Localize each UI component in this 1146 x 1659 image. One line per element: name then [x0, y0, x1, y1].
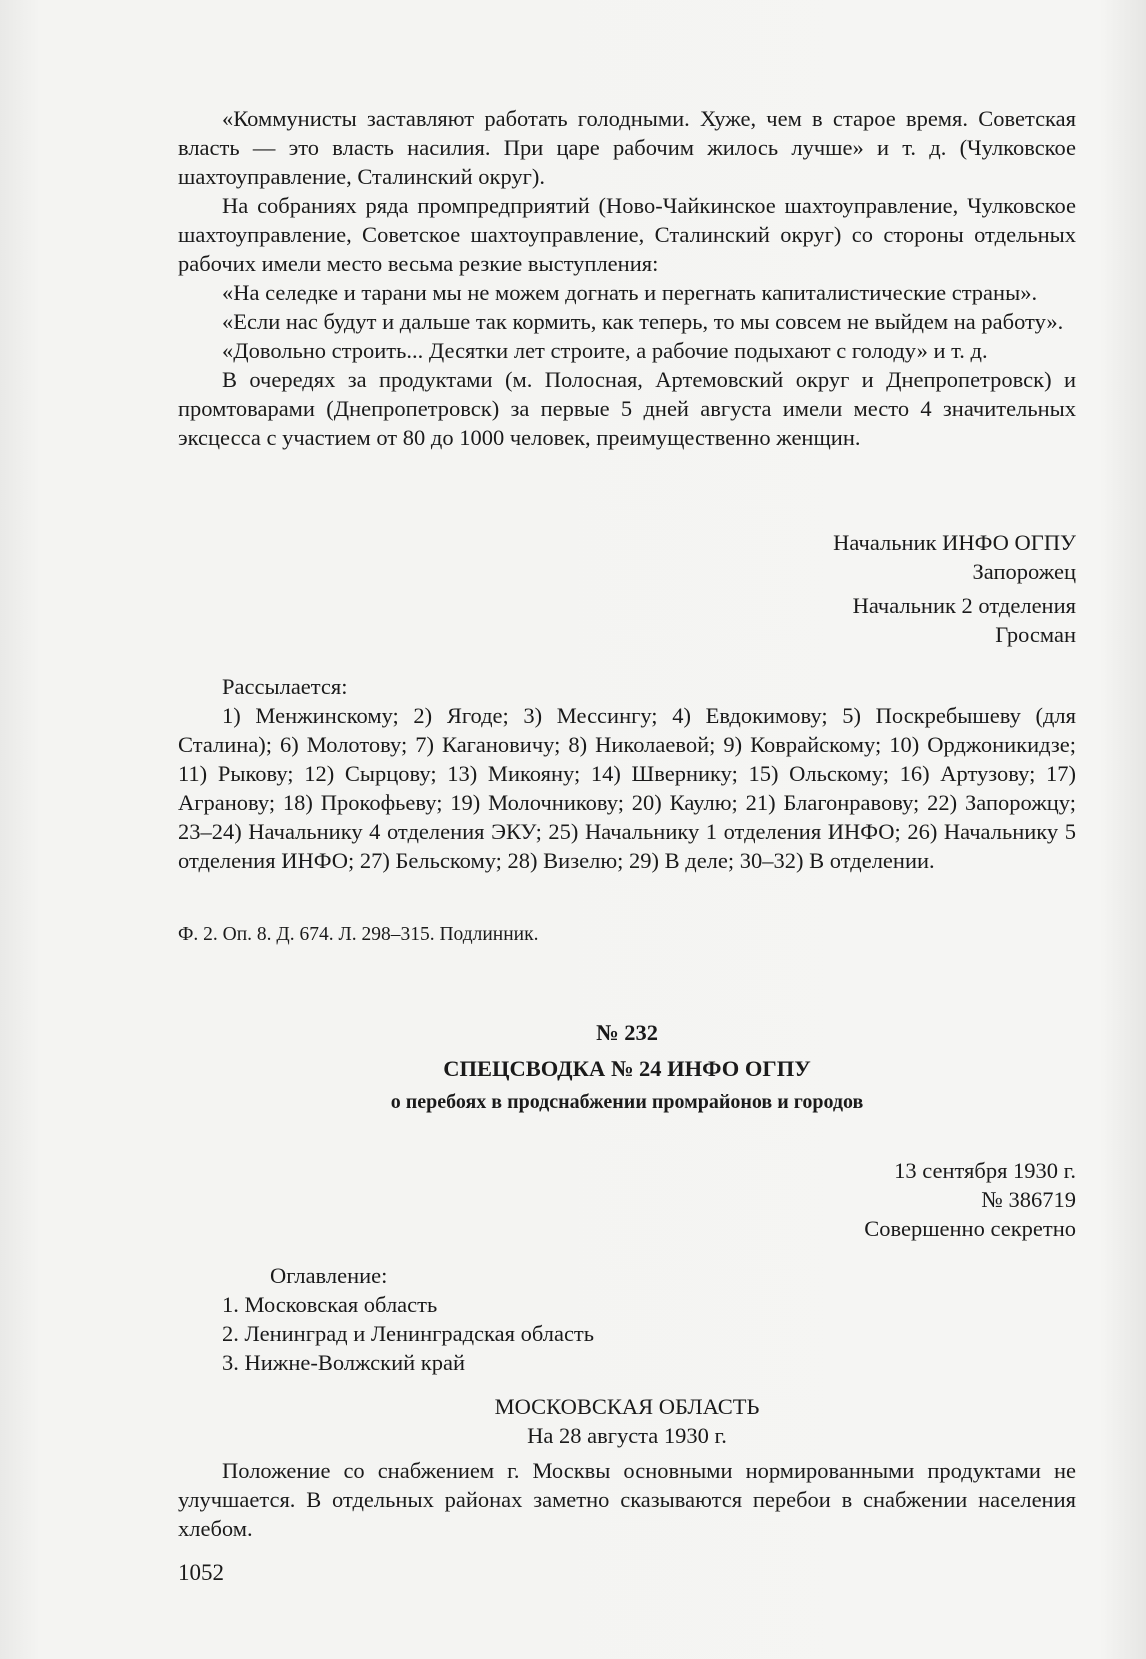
toc-item: 1. Московская область	[222, 1292, 438, 1317]
section-header	[178, 1392, 1076, 1450]
document-number: № 232	[596, 1020, 658, 1045]
quote: «Довольно строить... Десятки лет строите, а рабочие подыхают с голоду» и т. д.	[222, 338, 988, 363]
top-section	[178, 104, 1076, 452]
table-of-contents	[178, 1261, 1076, 1377]
quote: «На селедке и тарани мы не можем догнать и перегнать капиталистические страны».	[222, 280, 1038, 305]
section-date: На 28 августа 1930 г.	[527, 1423, 727, 1448]
signature-name: Гросман	[995, 622, 1076, 647]
signature-title: Начальник 2 отделения	[852, 593, 1076, 618]
section-body	[178, 1456, 1076, 1543]
section-paragraph: Положение со снабжением г. Москвы основными нормированными продуктами не улучшается. В отдельных районах заметно сказываются перебои в снабжении населения хлебом.	[178, 1458, 1076, 1541]
page-number-text: 1052	[178, 1560, 224, 1585]
toc-item: 3. Нижне-Волжский край	[222, 1350, 466, 1375]
paragraph: В очередях за продуктами (м. Полосная, Артемовский округ и Днепропетровск) и промтоварами (Днепропетровск) за первые 5 дней августа имели место 4 значительных эксцесса с участием от 80 до 1000 человек, преимущественно женщин.	[178, 367, 1076, 450]
document-classification: Совершенно секретно	[864, 1216, 1076, 1241]
quote: «Если нас будут и дальше так кормить, как теперь, то мы совсем не выйдем на работу».	[222, 309, 1064, 334]
signature-block	[178, 591, 1076, 649]
signature-title: Начальник ИНФО ОГПУ	[833, 530, 1076, 555]
toc-item: 2. Ленинград и Ленинградская область	[222, 1321, 595, 1346]
signature-name: Запорожец	[972, 559, 1076, 584]
page-number	[178, 1560, 1076, 1586]
distribution-text: 1) Менжинскому; 2) Ягоде; 3) Мессингу; 4) Евдокимову; 5) Поскребышеву (для Сталина); 6) Молотову; 7) Кагановичу; 8) Николаевой; 9) Коврайскому; 10) Орджоникидзе; 11) Рыкову; 12) Сырцову; 13) Микояну; 14) Швернику; 15) Ольскому; 16) Артузову; 17) Агранову; 18) Прокофьеву; 19) Молочникову; 20) Каулю; 21) Благонравову; 22) Запорожцу; 23–24) Начальнику 4 отделения ЭКУ; 25) Начальнику 1 отделения ИНФО; 26) Начальнику 5 отделения ИНФО; 27) Бельскому; 28) Визелю; 29) В деле; 30–32) В отделении.	[178, 703, 1076, 873]
document-reg-number: № 386719	[981, 1187, 1076, 1212]
document-date: 13 сентября 1930 г.	[894, 1158, 1076, 1183]
document-header	[178, 1018, 1076, 1116]
distribution-list	[178, 672, 1076, 875]
document-title: СПЕЦСВОДКА № 24 ИНФО ОГПУ	[443, 1056, 811, 1081]
signature-block	[178, 528, 1076, 586]
document-meta	[178, 1156, 1076, 1243]
toc-heading: Оглавление:	[270, 1263, 388, 1288]
paragraph: «Коммунисты заставляют работать голодными. Хуже, чем в старое время. Советская власть — это власть насилия. При царе рабочим жилось лучше» и т. д. (Чулковское шахтоуправление, Сталинский округ).	[178, 106, 1076, 189]
section-heading: МОСКОВСКАЯ ОБЛАСТЬ	[494, 1394, 760, 1419]
source-note-text: Ф. 2. Оп. 8. Д. 674. Л. 298–315. Подлинник.	[178, 924, 539, 945]
distribution-heading: Рассылается:	[222, 674, 348, 699]
document-subtitle: о перебоях в продснабжении промрайонов и городов	[390, 1091, 864, 1113]
source-note	[178, 922, 1076, 948]
paragraph: На собраниях ряда промпредприятий (Ново-Чайкинское шахтоуправление, Чулковское шахтоуправление, Советское шахтоуправление, Сталинский округ) со стороны отдельных рабочих имели место весьма резкие выступления:	[178, 193, 1076, 276]
